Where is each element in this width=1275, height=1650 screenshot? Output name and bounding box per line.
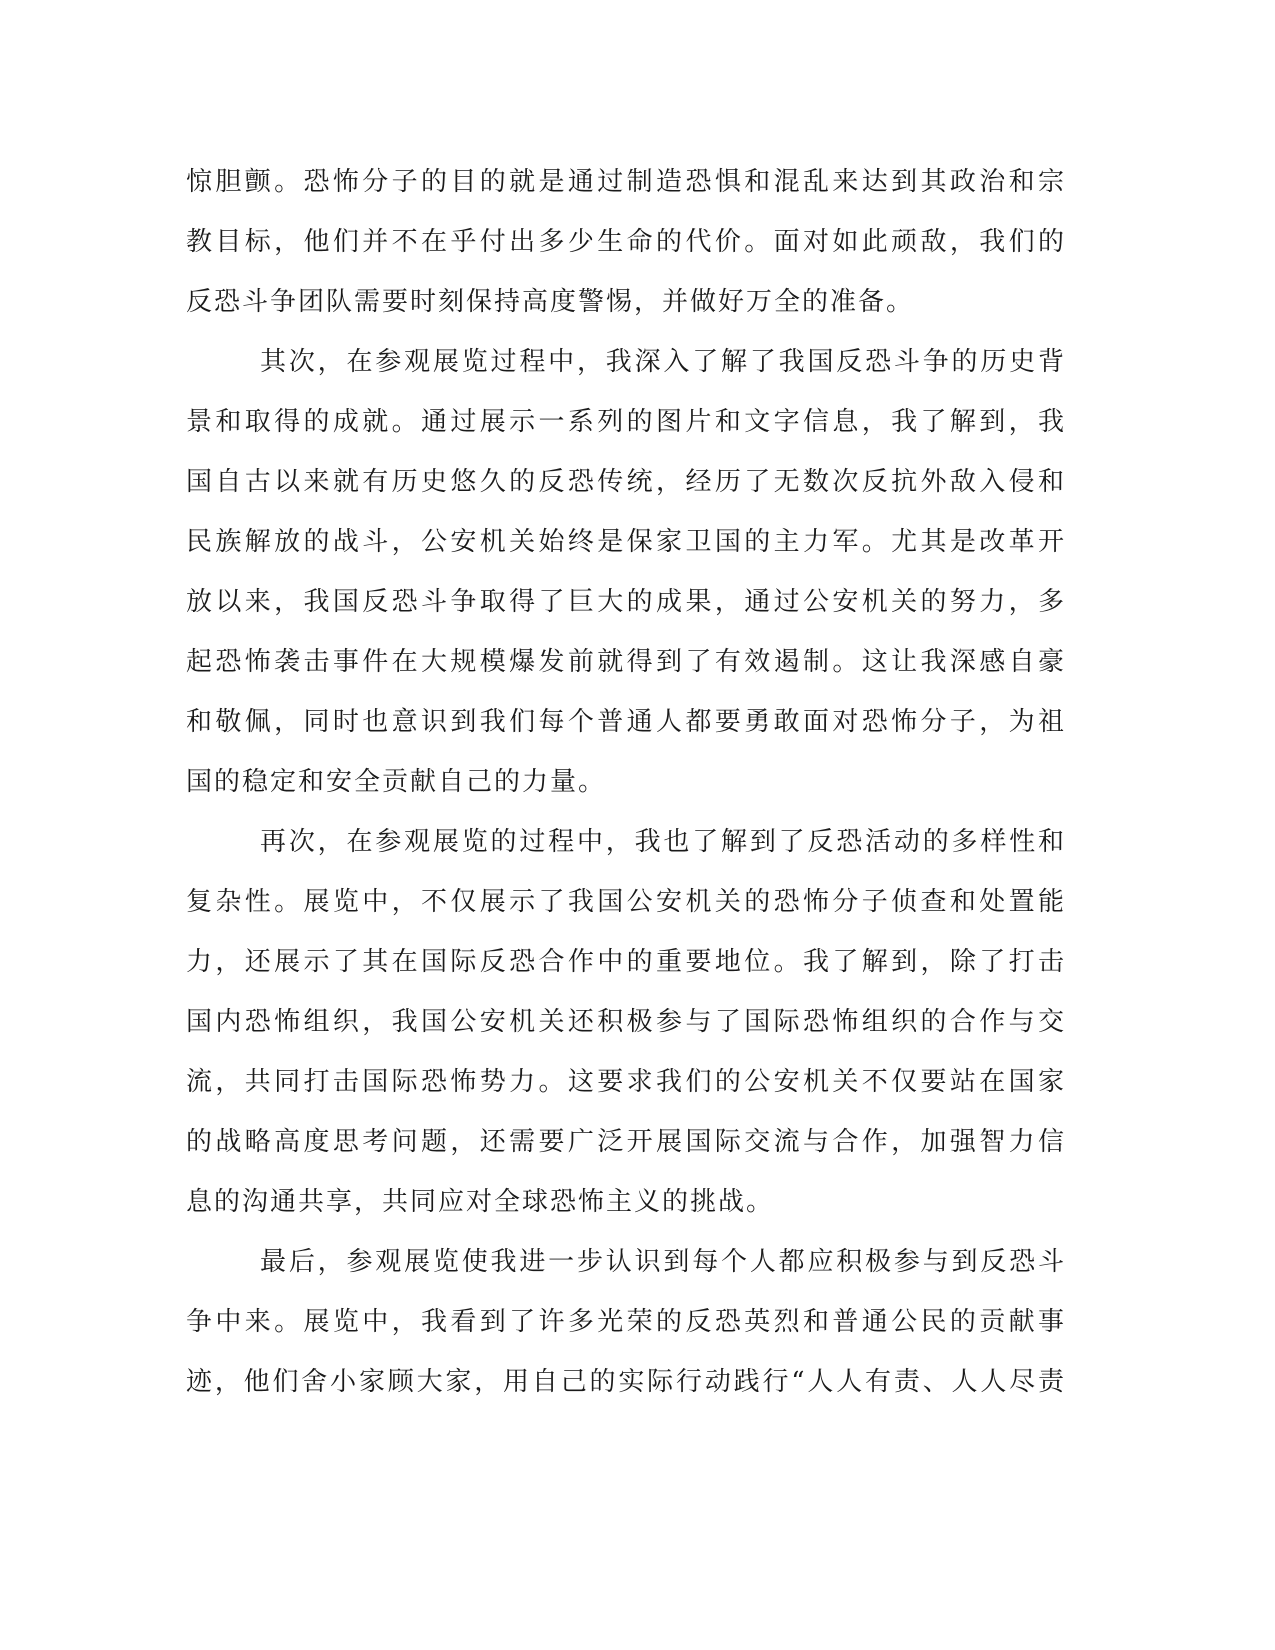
text-line: 国的稳定和安全贡献自己的力量。 bbox=[186, 767, 607, 797]
text-line: 国自古以来就有历史悠久的反恐传统，经历了无数次反抗外敌入侵和 bbox=[186, 467, 1066, 497]
text-line: 其次，在参观展览过程中，我深入了解了我国反恐斗争的历史背 bbox=[260, 347, 1066, 377]
text-line: 的战略高度思考问题，还需要广泛开展国际交流与合作，加强智力信 bbox=[186, 1127, 1066, 1157]
text-line: 争中来。展览中，我看到了许多光荣的反恐英烈和普通公民的贡献事 bbox=[186, 1307, 1066, 1337]
paragraph-3 bbox=[186, 812, 1066, 1232]
paragraph-2 bbox=[186, 332, 1066, 812]
text-line: 力，还展示了其在国际反恐合作中的重要地位。我了解到，除了打击 bbox=[186, 947, 1066, 977]
text-line: 息的沟通共享，共同应对全球恐怖主义的挑战。 bbox=[186, 1187, 775, 1217]
text-line: 反恐斗争团队需要时刻保持高度警惕，并做好万全的准备。 bbox=[186, 287, 915, 317]
text-line: 再次，在参观展览的过程中，我也了解到了反恐活动的多样性和 bbox=[260, 827, 1066, 857]
text-line: 复杂性。展览中，不仅展示了我国公安机关的恐怖分子侦查和处置能 bbox=[186, 887, 1066, 917]
text-line: 景和取得的成就。通过展示一系列的图片和文字信息，我了解到，我 bbox=[186, 407, 1066, 437]
text-line: 放以来，我国反恐斗争取得了巨大的成果，通过公安机关的努力，多 bbox=[186, 587, 1066, 617]
text-line: 教目标，他们并不在乎付出多少生命的代价。面对如此顽敌，我们的 bbox=[186, 227, 1066, 257]
text-line: 最后，参观展览使我进一步认识到每个人都应积极参与到反恐斗 bbox=[260, 1247, 1066, 1277]
text-line: 迹，他们舍小家顾大家，用自己的实际行动践行“人人有责、人人尽责 bbox=[186, 1367, 1066, 1397]
text-line: 惊胆颤。恐怖分子的目的就是通过制造恐惧和混乱来达到其政治和宗 bbox=[186, 167, 1066, 197]
text-line: 民族解放的战斗，公安机关始终是保家卫国的主力军。尤其是改革开 bbox=[186, 527, 1066, 557]
text-line: 国内恐怖组织，我国公安机关还积极参与了国际恐怖组织的合作与交 bbox=[186, 1007, 1066, 1037]
text-line: 流，共同打击国际恐怖势力。这要求我们的公安机关不仅要站在国家 bbox=[186, 1067, 1066, 1097]
paragraph-4 bbox=[186, 1232, 1066, 1412]
text-line: 起恐怖袭击事件在大规模爆发前就得到了有效遏制。这让我深感自豪 bbox=[186, 647, 1066, 677]
paragraph-1 bbox=[186, 152, 1066, 332]
document-body bbox=[186, 152, 1066, 1412]
text-line: 和敬佩，同时也意识到我们每个普通人都要勇敢面对恐怖分子，为祖 bbox=[186, 707, 1066, 737]
